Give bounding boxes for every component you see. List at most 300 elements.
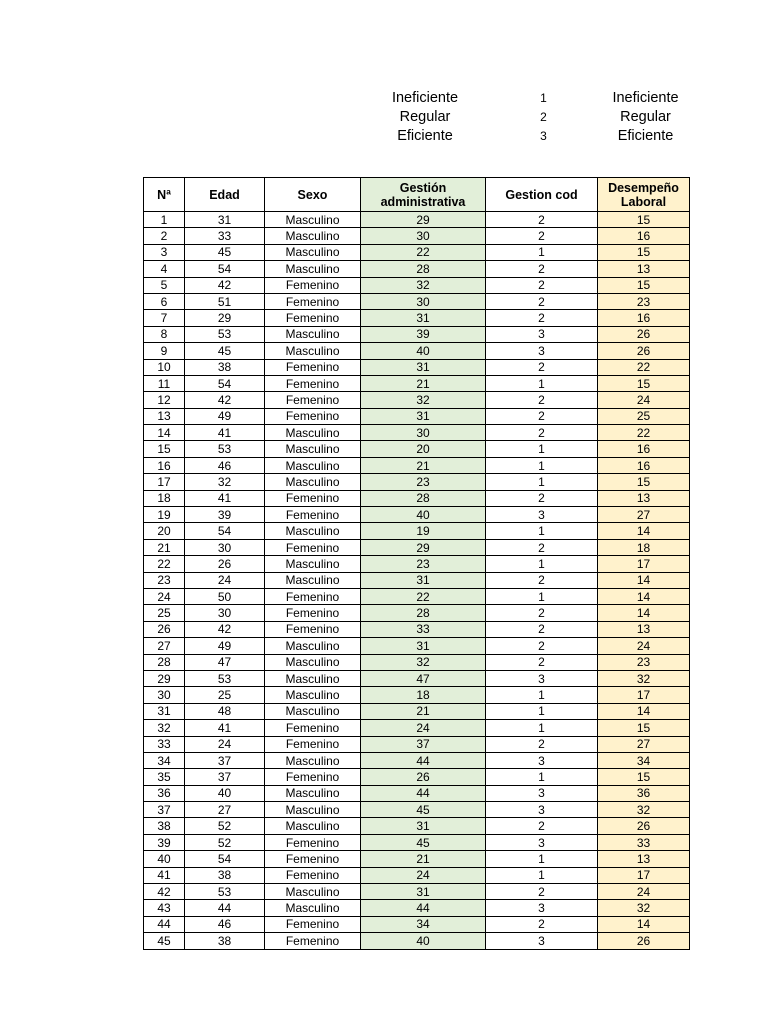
cell-edad: 30 bbox=[185, 605, 265, 621]
cell-gestion-administrativa: 44 bbox=[361, 752, 486, 768]
cell-gestion-cod: 2 bbox=[486, 654, 598, 670]
cell-gestion-administrativa: 21 bbox=[361, 375, 486, 391]
table-row bbox=[144, 539, 690, 555]
header-gestion-cod: Gestion cod bbox=[486, 178, 598, 212]
cell-gestion-cod: 2 bbox=[486, 490, 598, 506]
cell-sexo: Femenino bbox=[265, 392, 361, 408]
cell-gestion-administrativa: 19 bbox=[361, 523, 486, 539]
cell-gestion-cod: 2 bbox=[486, 572, 598, 588]
cell-number: 17 bbox=[144, 474, 185, 490]
cell-edad: 52 bbox=[185, 834, 265, 850]
cell-gestion-administrativa: 21 bbox=[361, 703, 486, 719]
cell-gestion-administrativa: 40 bbox=[361, 933, 486, 949]
cell-gestion-administrativa: 28 bbox=[361, 490, 486, 506]
legend-desempeno-label: Eficiente bbox=[617, 127, 674, 144]
cell-gestion-cod: 2 bbox=[486, 261, 598, 277]
cell-gestion-cod: 1 bbox=[486, 720, 598, 736]
table-row bbox=[144, 392, 690, 408]
legend-gestion-label: Regular bbox=[399, 108, 451, 125]
cell-edad: 42 bbox=[185, 392, 265, 408]
table-row bbox=[144, 933, 690, 949]
cell-gestion-cod: 1 bbox=[486, 375, 598, 391]
table-row bbox=[144, 884, 690, 900]
cell-sexo: Masculino bbox=[265, 326, 361, 342]
cell-number: 31 bbox=[144, 703, 185, 719]
header-desempeno-laboral bbox=[598, 178, 690, 212]
table-row bbox=[144, 851, 690, 867]
cell-sexo: Femenino bbox=[265, 916, 361, 932]
cell-gestion-administrativa: 45 bbox=[361, 802, 486, 818]
cell-number: 44 bbox=[144, 916, 185, 932]
cell-gestion-administrativa: 44 bbox=[361, 900, 486, 916]
cell-number: 30 bbox=[144, 687, 185, 703]
cell-sexo: Masculino bbox=[265, 703, 361, 719]
cell-gestion-administrativa: 20 bbox=[361, 441, 486, 457]
cell-number: 5 bbox=[144, 277, 185, 293]
cell-edad: 45 bbox=[185, 343, 265, 359]
table-row bbox=[144, 621, 690, 637]
cell-gestion-administrativa: 32 bbox=[361, 654, 486, 670]
cell-desempeno-laboral: 23 bbox=[598, 293, 690, 309]
cell-gestion-cod: 2 bbox=[486, 212, 598, 228]
cell-desempeno-laboral: 25 bbox=[598, 408, 690, 424]
cell-desempeno-laboral: 22 bbox=[598, 425, 690, 441]
cell-gestion-administrativa: 22 bbox=[361, 244, 486, 260]
table-row bbox=[144, 900, 690, 916]
cell-number: 42 bbox=[144, 884, 185, 900]
cell-gestion-administrativa: 18 bbox=[361, 687, 486, 703]
cell-sexo: Femenino bbox=[265, 490, 361, 506]
scale-legend bbox=[362, 88, 702, 145]
cell-sexo: Masculino bbox=[265, 556, 361, 572]
cell-gestion-cod: 3 bbox=[486, 785, 598, 801]
cell-desempeno-laboral: 26 bbox=[598, 933, 690, 949]
table-row bbox=[144, 441, 690, 457]
cell-desempeno-laboral: 15 bbox=[598, 474, 690, 490]
cell-number: 37 bbox=[144, 802, 185, 818]
cell-gestion-cod: 1 bbox=[486, 457, 598, 473]
table-header-row bbox=[144, 178, 690, 212]
legend-row bbox=[362, 107, 702, 126]
cell-number: 4 bbox=[144, 261, 185, 277]
cell-edad: 37 bbox=[185, 769, 265, 785]
legend-desempeno-label: Ineficiente bbox=[612, 89, 679, 106]
table-row bbox=[144, 720, 690, 736]
cell-edad: 54 bbox=[185, 261, 265, 277]
table-row bbox=[144, 523, 690, 539]
cell-desempeno-laboral: 32 bbox=[598, 900, 690, 916]
cell-sexo: Masculino bbox=[265, 802, 361, 818]
cell-gestion-administrativa: 31 bbox=[361, 638, 486, 654]
cell-desempeno-laboral: 16 bbox=[598, 228, 690, 244]
cell-sexo: Femenino bbox=[265, 933, 361, 949]
cell-desempeno-laboral: 24 bbox=[598, 392, 690, 408]
cell-gestion-cod: 2 bbox=[486, 539, 598, 555]
cell-gestion-cod: 1 bbox=[486, 687, 598, 703]
table-row bbox=[144, 654, 690, 670]
cell-gestion-administrativa: 39 bbox=[361, 326, 486, 342]
cell-edad: 53 bbox=[185, 884, 265, 900]
cell-gestion-cod: 3 bbox=[486, 900, 598, 916]
table-row bbox=[144, 572, 690, 588]
cell-gestion-cod: 3 bbox=[486, 802, 598, 818]
cell-number: 45 bbox=[144, 933, 185, 949]
cell-edad: 47 bbox=[185, 654, 265, 670]
legend-row bbox=[362, 126, 702, 145]
cell-sexo: Femenino bbox=[265, 834, 361, 850]
cell-number: 14 bbox=[144, 425, 185, 441]
cell-edad: 29 bbox=[185, 310, 265, 326]
cell-number: 10 bbox=[144, 359, 185, 375]
cell-gestion-administrativa: 29 bbox=[361, 539, 486, 555]
cell-desempeno-laboral: 14 bbox=[598, 588, 690, 604]
cell-gestion-cod: 2 bbox=[486, 228, 598, 244]
cell-number: 29 bbox=[144, 670, 185, 686]
cell-number: 16 bbox=[144, 457, 185, 473]
cell-number: 21 bbox=[144, 539, 185, 555]
table-row bbox=[144, 212, 690, 228]
cell-edad: 26 bbox=[185, 556, 265, 572]
cell-sexo: Masculino bbox=[265, 228, 361, 244]
cell-desempeno-laboral: 15 bbox=[598, 277, 690, 293]
header-sexo: Sexo bbox=[265, 178, 361, 212]
cell-gestion-cod: 3 bbox=[486, 933, 598, 949]
cell-gestion-cod: 1 bbox=[486, 523, 598, 539]
legend-desempeno-label: Regular bbox=[620, 108, 671, 125]
legend-code: 1 bbox=[540, 90, 547, 105]
cell-gestion-administrativa: 24 bbox=[361, 720, 486, 736]
cell-desempeno-laboral: 13 bbox=[598, 621, 690, 637]
cell-sexo: Masculino bbox=[265, 638, 361, 654]
cell-desempeno-laboral: 26 bbox=[598, 326, 690, 342]
cell-desempeno-laboral: 18 bbox=[598, 539, 690, 555]
cell-number: 20 bbox=[144, 523, 185, 539]
cell-desempeno-laboral: 17 bbox=[598, 867, 690, 883]
cell-edad: 24 bbox=[185, 572, 265, 588]
cell-gestion-administrativa: 31 bbox=[361, 818, 486, 834]
cell-number: 18 bbox=[144, 490, 185, 506]
cell-number: 23 bbox=[144, 572, 185, 588]
cell-gestion-cod: 1 bbox=[486, 244, 598, 260]
cell-gestion-administrativa: 30 bbox=[361, 293, 486, 309]
cell-sexo: Femenino bbox=[265, 408, 361, 424]
cell-gestion-administrativa: 28 bbox=[361, 261, 486, 277]
table-row bbox=[144, 818, 690, 834]
cell-edad: 32 bbox=[185, 474, 265, 490]
cell-edad: 46 bbox=[185, 916, 265, 932]
cell-number: 24 bbox=[144, 588, 185, 604]
cell-gestion-administrativa: 31 bbox=[361, 310, 486, 326]
cell-gestion-administrativa: 31 bbox=[361, 884, 486, 900]
cell-number: 33 bbox=[144, 736, 185, 752]
cell-edad: 53 bbox=[185, 441, 265, 457]
cell-edad: 49 bbox=[185, 638, 265, 654]
cell-gestion-cod: 2 bbox=[486, 408, 598, 424]
cell-edad: 54 bbox=[185, 523, 265, 539]
cell-edad: 24 bbox=[185, 736, 265, 752]
cell-gestion-cod: 1 bbox=[486, 556, 598, 572]
header-edad: Edad bbox=[185, 178, 265, 212]
cell-gestion-administrativa: 24 bbox=[361, 867, 486, 883]
table-row bbox=[144, 310, 690, 326]
legend-row bbox=[362, 88, 702, 107]
cell-number: 3 bbox=[144, 244, 185, 260]
table-row bbox=[144, 343, 690, 359]
cell-edad: 40 bbox=[185, 785, 265, 801]
table-row bbox=[144, 457, 690, 473]
table-row bbox=[144, 359, 690, 375]
header-gestion-line2: administrativa bbox=[380, 194, 466, 209]
cell-number: 28 bbox=[144, 654, 185, 670]
table-row bbox=[144, 228, 690, 244]
header-desempeno-line1: Desempeño bbox=[608, 180, 679, 195]
cell-desempeno-laboral: 14 bbox=[598, 572, 690, 588]
table-row bbox=[144, 507, 690, 523]
cell-number: 32 bbox=[144, 720, 185, 736]
cell-number: 6 bbox=[144, 293, 185, 309]
cell-gestion-administrativa: 30 bbox=[361, 228, 486, 244]
cell-number: 9 bbox=[144, 343, 185, 359]
legend-gestion-label: Eficiente bbox=[397, 127, 453, 144]
cell-gestion-cod: 2 bbox=[486, 293, 598, 309]
cell-desempeno-laboral: 24 bbox=[598, 884, 690, 900]
cell-gestion-administrativa: 31 bbox=[361, 408, 486, 424]
header-number: Nª bbox=[144, 178, 185, 212]
cell-gestion-cod: 2 bbox=[486, 621, 598, 637]
cell-desempeno-laboral: 15 bbox=[598, 769, 690, 785]
cell-gestion-cod: 3 bbox=[486, 752, 598, 768]
cell-edad: 41 bbox=[185, 490, 265, 506]
cell-edad: 45 bbox=[185, 244, 265, 260]
cell-desempeno-laboral: 27 bbox=[598, 736, 690, 752]
cell-edad: 53 bbox=[185, 326, 265, 342]
cell-gestion-administrativa: 33 bbox=[361, 621, 486, 637]
cell-gestion-cod: 2 bbox=[486, 736, 598, 752]
cell-gestion-administrativa: 40 bbox=[361, 343, 486, 359]
cell-gestion-cod: 2 bbox=[486, 425, 598, 441]
cell-edad: 38 bbox=[185, 933, 265, 949]
table-row bbox=[144, 588, 690, 604]
table-row bbox=[144, 670, 690, 686]
cell-desempeno-laboral: 13 bbox=[598, 261, 690, 277]
cell-number: 43 bbox=[144, 900, 185, 916]
cell-number: 15 bbox=[144, 441, 185, 457]
cell-gestion-administrativa: 32 bbox=[361, 392, 486, 408]
cell-gestion-cod: 2 bbox=[486, 638, 598, 654]
cell-gestion-cod: 2 bbox=[486, 818, 598, 834]
cell-number: 19 bbox=[144, 507, 185, 523]
cell-gestion-cod: 3 bbox=[486, 507, 598, 523]
cell-desempeno-laboral: 15 bbox=[598, 212, 690, 228]
cell-edad: 54 bbox=[185, 375, 265, 391]
table-row bbox=[144, 687, 690, 703]
cell-desempeno-laboral: 16 bbox=[598, 441, 690, 457]
cell-sexo: Masculino bbox=[265, 687, 361, 703]
table-row bbox=[144, 834, 690, 850]
cell-sexo: Masculino bbox=[265, 343, 361, 359]
cell-gestion-administrativa: 29 bbox=[361, 212, 486, 228]
cell-number: 27 bbox=[144, 638, 185, 654]
table-row bbox=[144, 474, 690, 490]
cell-gestion-administrativa: 31 bbox=[361, 572, 486, 588]
cell-gestion-cod: 2 bbox=[486, 359, 598, 375]
cell-gestion-cod: 2 bbox=[486, 884, 598, 900]
cell-gestion-administrativa: 21 bbox=[361, 457, 486, 473]
cell-sexo: Masculino bbox=[265, 425, 361, 441]
cell-edad: 53 bbox=[185, 670, 265, 686]
cell-edad: 50 bbox=[185, 588, 265, 604]
cell-sexo: Masculino bbox=[265, 572, 361, 588]
cell-sexo: Femenino bbox=[265, 375, 361, 391]
cell-sexo: Femenino bbox=[265, 736, 361, 752]
cell-sexo: Femenino bbox=[265, 851, 361, 867]
cell-sexo: Femenino bbox=[265, 588, 361, 604]
cell-gestion-cod: 3 bbox=[486, 670, 598, 686]
table-row bbox=[144, 556, 690, 572]
cell-edad: 49 bbox=[185, 408, 265, 424]
cell-desempeno-laboral: 15 bbox=[598, 720, 690, 736]
cell-edad: 52 bbox=[185, 818, 265, 834]
cell-desempeno-laboral: 15 bbox=[598, 244, 690, 260]
cell-sexo: Femenino bbox=[265, 539, 361, 555]
cell-desempeno-laboral: 24 bbox=[598, 638, 690, 654]
cell-sexo: Femenino bbox=[265, 310, 361, 326]
table-row bbox=[144, 752, 690, 768]
cell-number: 22 bbox=[144, 556, 185, 572]
cell-desempeno-laboral: 16 bbox=[598, 310, 690, 326]
cell-number: 12 bbox=[144, 392, 185, 408]
cell-number: 34 bbox=[144, 752, 185, 768]
cell-sexo: Femenino bbox=[265, 867, 361, 883]
cell-desempeno-laboral: 34 bbox=[598, 752, 690, 768]
cell-number: 38 bbox=[144, 818, 185, 834]
cell-desempeno-laboral: 15 bbox=[598, 375, 690, 391]
cell-edad: 54 bbox=[185, 851, 265, 867]
cell-edad: 42 bbox=[185, 277, 265, 293]
cell-gestion-cod: 3 bbox=[486, 834, 598, 850]
cell-sexo: Masculino bbox=[265, 244, 361, 260]
cell-edad: 46 bbox=[185, 457, 265, 473]
cell-edad: 42 bbox=[185, 621, 265, 637]
cell-sexo: Femenino bbox=[265, 605, 361, 621]
cell-desempeno-laboral: 32 bbox=[598, 802, 690, 818]
header-gestion-line1: Gestión bbox=[399, 180, 447, 195]
table-row bbox=[144, 867, 690, 883]
cell-number: 35 bbox=[144, 769, 185, 785]
cell-edad: 33 bbox=[185, 228, 265, 244]
cell-gestion-cod: 3 bbox=[486, 343, 598, 359]
table-row bbox=[144, 605, 690, 621]
cell-edad: 27 bbox=[185, 802, 265, 818]
cell-desempeno-laboral: 14 bbox=[598, 916, 690, 932]
cell-sexo: Masculino bbox=[265, 474, 361, 490]
cell-number: 2 bbox=[144, 228, 185, 244]
cell-number: 7 bbox=[144, 310, 185, 326]
cell-desempeno-laboral: 16 bbox=[598, 457, 690, 473]
cell-gestion-administrativa: 22 bbox=[361, 588, 486, 604]
table-row bbox=[144, 277, 690, 293]
header-gestion-administrativa bbox=[361, 178, 486, 212]
table-row bbox=[144, 703, 690, 719]
cell-gestion-administrativa: 31 bbox=[361, 359, 486, 375]
table-row bbox=[144, 802, 690, 818]
cell-sexo: Masculino bbox=[265, 441, 361, 457]
cell-edad: 41 bbox=[185, 425, 265, 441]
cell-edad: 44 bbox=[185, 900, 265, 916]
cell-desempeno-laboral: 17 bbox=[598, 687, 690, 703]
cell-desempeno-laboral: 14 bbox=[598, 605, 690, 621]
cell-edad: 37 bbox=[185, 752, 265, 768]
cell-number: 25 bbox=[144, 605, 185, 621]
cell-desempeno-laboral: 22 bbox=[598, 359, 690, 375]
cell-gestion-cod: 1 bbox=[486, 703, 598, 719]
cell-gestion-cod: 2 bbox=[486, 916, 598, 932]
cell-sexo: Masculino bbox=[265, 654, 361, 670]
cell-sexo: Masculino bbox=[265, 785, 361, 801]
cell-gestion-administrativa: 32 bbox=[361, 277, 486, 293]
cell-gestion-cod: 2 bbox=[486, 605, 598, 621]
table-row bbox=[144, 638, 690, 654]
table-row bbox=[144, 785, 690, 801]
cell-number: 1 bbox=[144, 212, 185, 228]
cell-desempeno-laboral: 13 bbox=[598, 490, 690, 506]
cell-sexo: Masculino bbox=[265, 900, 361, 916]
cell-gestion-cod: 2 bbox=[486, 277, 598, 293]
cell-gestion-administrativa: 30 bbox=[361, 425, 486, 441]
cell-sexo: Masculino bbox=[265, 818, 361, 834]
cell-gestion-administrativa: 28 bbox=[361, 605, 486, 621]
cell-desempeno-laboral: 23 bbox=[598, 654, 690, 670]
cell-sexo: Femenino bbox=[265, 720, 361, 736]
table-row bbox=[144, 916, 690, 932]
legend-code: 3 bbox=[540, 128, 547, 143]
cell-gestion-administrativa: 40 bbox=[361, 507, 486, 523]
cell-sexo: Masculino bbox=[265, 752, 361, 768]
cell-sexo: Femenino bbox=[265, 621, 361, 637]
table-row bbox=[144, 408, 690, 424]
cell-gestion-cod: 1 bbox=[486, 851, 598, 867]
cell-sexo: Femenino bbox=[265, 769, 361, 785]
cell-number: 8 bbox=[144, 326, 185, 342]
table-row bbox=[144, 293, 690, 309]
cell-edad: 51 bbox=[185, 293, 265, 309]
cell-edad: 41 bbox=[185, 720, 265, 736]
cell-gestion-administrativa: 21 bbox=[361, 851, 486, 867]
table-row bbox=[144, 769, 690, 785]
legend-code: 2 bbox=[540, 109, 547, 124]
table-row bbox=[144, 261, 690, 277]
table-body bbox=[144, 212, 690, 950]
cell-gestion-cod: 2 bbox=[486, 392, 598, 408]
cell-number: 36 bbox=[144, 785, 185, 801]
cell-edad: 30 bbox=[185, 539, 265, 555]
cell-gestion-cod: 1 bbox=[486, 474, 598, 490]
cell-desempeno-laboral: 36 bbox=[598, 785, 690, 801]
cell-number: 41 bbox=[144, 867, 185, 883]
cell-number: 26 bbox=[144, 621, 185, 637]
cell-sexo: Femenino bbox=[265, 293, 361, 309]
cell-sexo: Masculino bbox=[265, 670, 361, 686]
legend-gestion-label: Ineficiente bbox=[391, 89, 459, 106]
cell-gestion-cod: 1 bbox=[486, 867, 598, 883]
table-row bbox=[144, 326, 690, 342]
table-row bbox=[144, 736, 690, 752]
header-desempeno-line2: Laboral bbox=[620, 194, 667, 209]
cell-desempeno-laboral: 17 bbox=[598, 556, 690, 572]
cell-desempeno-laboral: 32 bbox=[598, 670, 690, 686]
cell-number: 13 bbox=[144, 408, 185, 424]
cell-edad: 39 bbox=[185, 507, 265, 523]
